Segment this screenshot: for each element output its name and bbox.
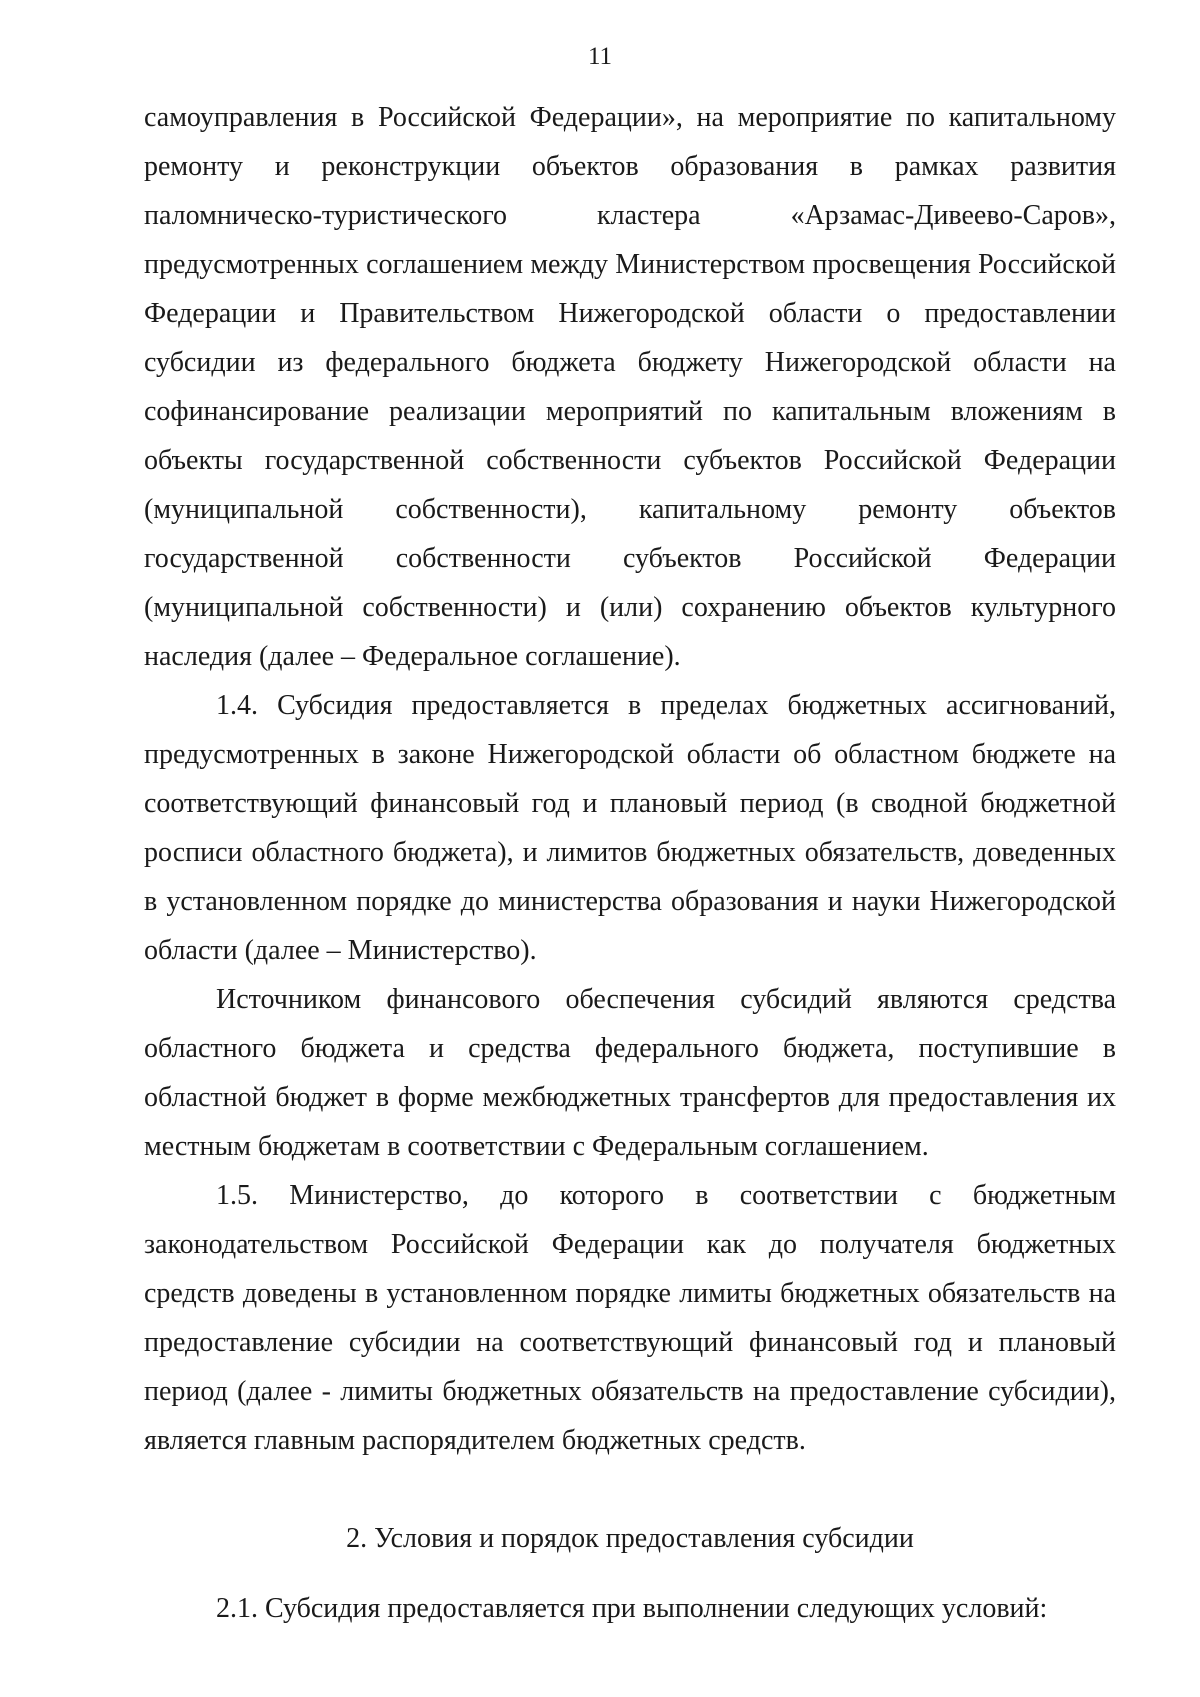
document-body (144, 93, 1116, 1633)
section-heading: 2. Условия и порядок предоставления субсидии (346, 1523, 914, 1554)
paragraph-funding-source: Источником финансового обеспечения субсидий являются средства областного бюджета и средства федерального бюджета, поступившие в областной бюджет в форме межбюджетных трансфертов для предоставления их местным бюджетам в соответствии с Федеральным соглашением. (144, 984, 1116, 1162)
paragraph-1-4: 1.4. Субсидия предоставляется в пределах бюджетных ассигнований, предусмотренных в законе Нижегородской области об областном бюджете на соответствующий финансовый год и плановый период (в сводной бюджетной росписи областного бюджета), и лимитов бюджетных обязательств, доведенных в установленном порядке до министерства образования и науки Нижегородской области (далее – Министерство). (144, 690, 1116, 966)
paragraph-2-1: 2.1. Субсидия предоставляется при выполнении следующих условий: (216, 1593, 1048, 1624)
page-number: 11 (587, 43, 613, 70)
paragraph-1-5: 1.5. Министерство, до которого в соответствии с бюджетным законодательством Российской Федерации как до получателя бюджетных средств доведены в установленном порядке лимиты бюджетных обязательств на предоставление субсидии на соответствующий финансовый год и плановый период (далее - лимиты бюджетных обязательств на предоставление субсидии), является главным распорядителем бюджетных средств. (144, 1180, 1116, 1456)
paragraph-continuation: самоуправления в Российской Федерации», на мероприятие по капитальному ремонту и реконструкции объектов образования в рамках развития паломническо-туристического кластера «Арзамас-Дивеево-Саров», предусмотренных соглашением между Министерством просвещения Российской Федерации и Правительством Нижегородской области о предоставлении субсидии из федерального бюджета бюджету Нижегородской области на софинансирование реализации мероприятий по капитальным вложениям в объекты государственной собственности субъектов Российской Федерации (муниципальной собственности), капитальному ремонту объектов государственной собственности субъектов Российской Федерации (муниципальной собственности) и (или) сохранению объектов культурного наследия (далее – Федеральное соглашение). (144, 102, 1116, 672)
